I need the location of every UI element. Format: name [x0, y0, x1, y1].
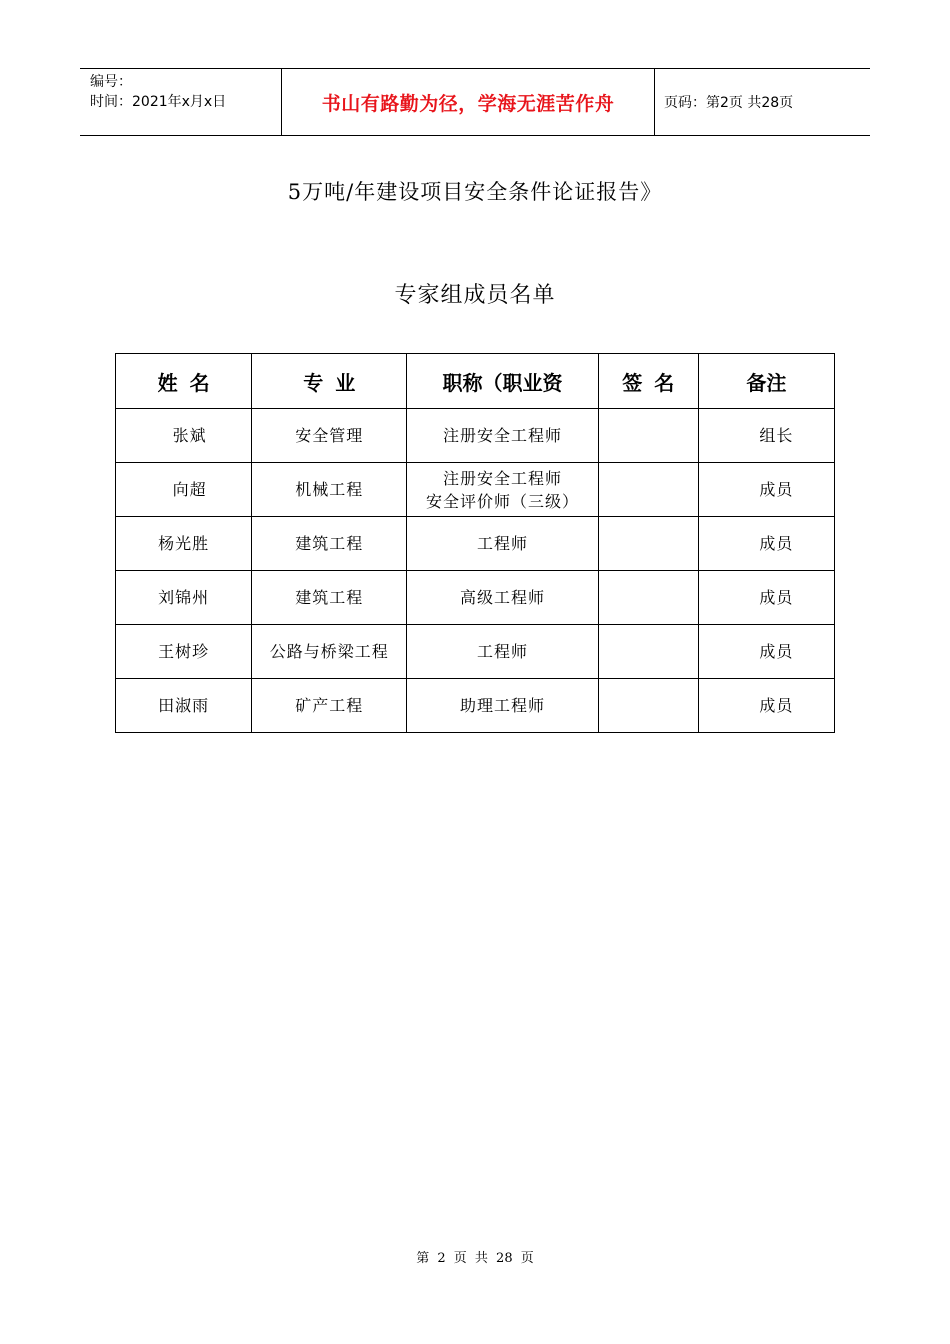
- member-name: 向超: [116, 463, 252, 517]
- member-name: 王树珍: [116, 625, 252, 679]
- document-date: 时间：2021年x月x日: [90, 94, 227, 110]
- member-major: 建筑工程: [252, 571, 407, 625]
- member-note: 成员: [698, 517, 834, 571]
- member-major: 建筑工程: [252, 517, 407, 571]
- header-motto: 书山有路勤为径，学海无涯苦作舟: [282, 69, 655, 135]
- section-title: 专家组成员名单: [394, 283, 556, 308]
- column-header-sign: 签名: [598, 354, 698, 409]
- member-title-line: 注册安全工程师: [443, 468, 563, 488]
- member-sign: [598, 517, 698, 571]
- header-page-info: 页码：第2页 共28页: [664, 95, 794, 111]
- member-title-line-2: 安全评价师（三级）: [426, 491, 580, 511]
- expert-members-table: [115, 353, 835, 733]
- member-title: [407, 463, 598, 517]
- column-header-name: 姓名: [116, 354, 252, 409]
- member-sign: [598, 463, 698, 517]
- member-major: 矿产工程: [252, 679, 407, 733]
- member-sign: [598, 679, 698, 733]
- table-row: [116, 571, 835, 625]
- member-major: 机械工程: [252, 463, 407, 517]
- member-title-line: 工程师: [477, 642, 529, 661]
- page-footer: 第 2 页 共 28 页: [416, 1251, 534, 1266]
- table-row: [116, 463, 835, 517]
- header-meta: [80, 69, 282, 135]
- member-name: 田淑雨: [116, 679, 252, 733]
- member-name: 刘锦州: [116, 571, 252, 625]
- page-header: [80, 68, 870, 136]
- member-major: 安全管理: [252, 409, 407, 463]
- member-title-line: 高级工程师: [460, 588, 546, 607]
- document-number-label: 编号：: [90, 74, 132, 90]
- member-title-line: 注册安全工程师: [443, 426, 563, 445]
- column-header-note: 备注: [698, 354, 834, 409]
- member-note: 组长: [698, 409, 834, 463]
- member-sign: [598, 571, 698, 625]
- table-row: [116, 679, 835, 733]
- table-header-row: [116, 354, 835, 409]
- member-title-line: 工程师: [477, 534, 529, 553]
- member-note: 成员: [698, 571, 834, 625]
- column-header-major: 专业: [252, 354, 407, 409]
- member-note: 成员: [698, 625, 834, 679]
- member-note: 成员: [698, 679, 834, 733]
- member-title: [407, 517, 598, 571]
- document-title: 5万吨/年建设项目安全条件论证报告》: [287, 180, 663, 204]
- member-sign: [598, 409, 698, 463]
- member-sign: [598, 625, 698, 679]
- table-row: [116, 409, 835, 463]
- member-name: 杨光胜: [116, 517, 252, 571]
- column-header-title: 职称（职业资: [407, 354, 598, 409]
- member-title: [407, 409, 598, 463]
- member-title: [407, 679, 598, 733]
- member-major: 公路与桥梁工程: [252, 625, 407, 679]
- member-title: [407, 625, 598, 679]
- table-row: [116, 517, 835, 571]
- member-note: 成员: [698, 463, 834, 517]
- table-row: [116, 625, 835, 679]
- member-title-line: 助理工程师: [460, 696, 546, 715]
- member-title: [407, 571, 598, 625]
- member-name: 张斌: [116, 409, 252, 463]
